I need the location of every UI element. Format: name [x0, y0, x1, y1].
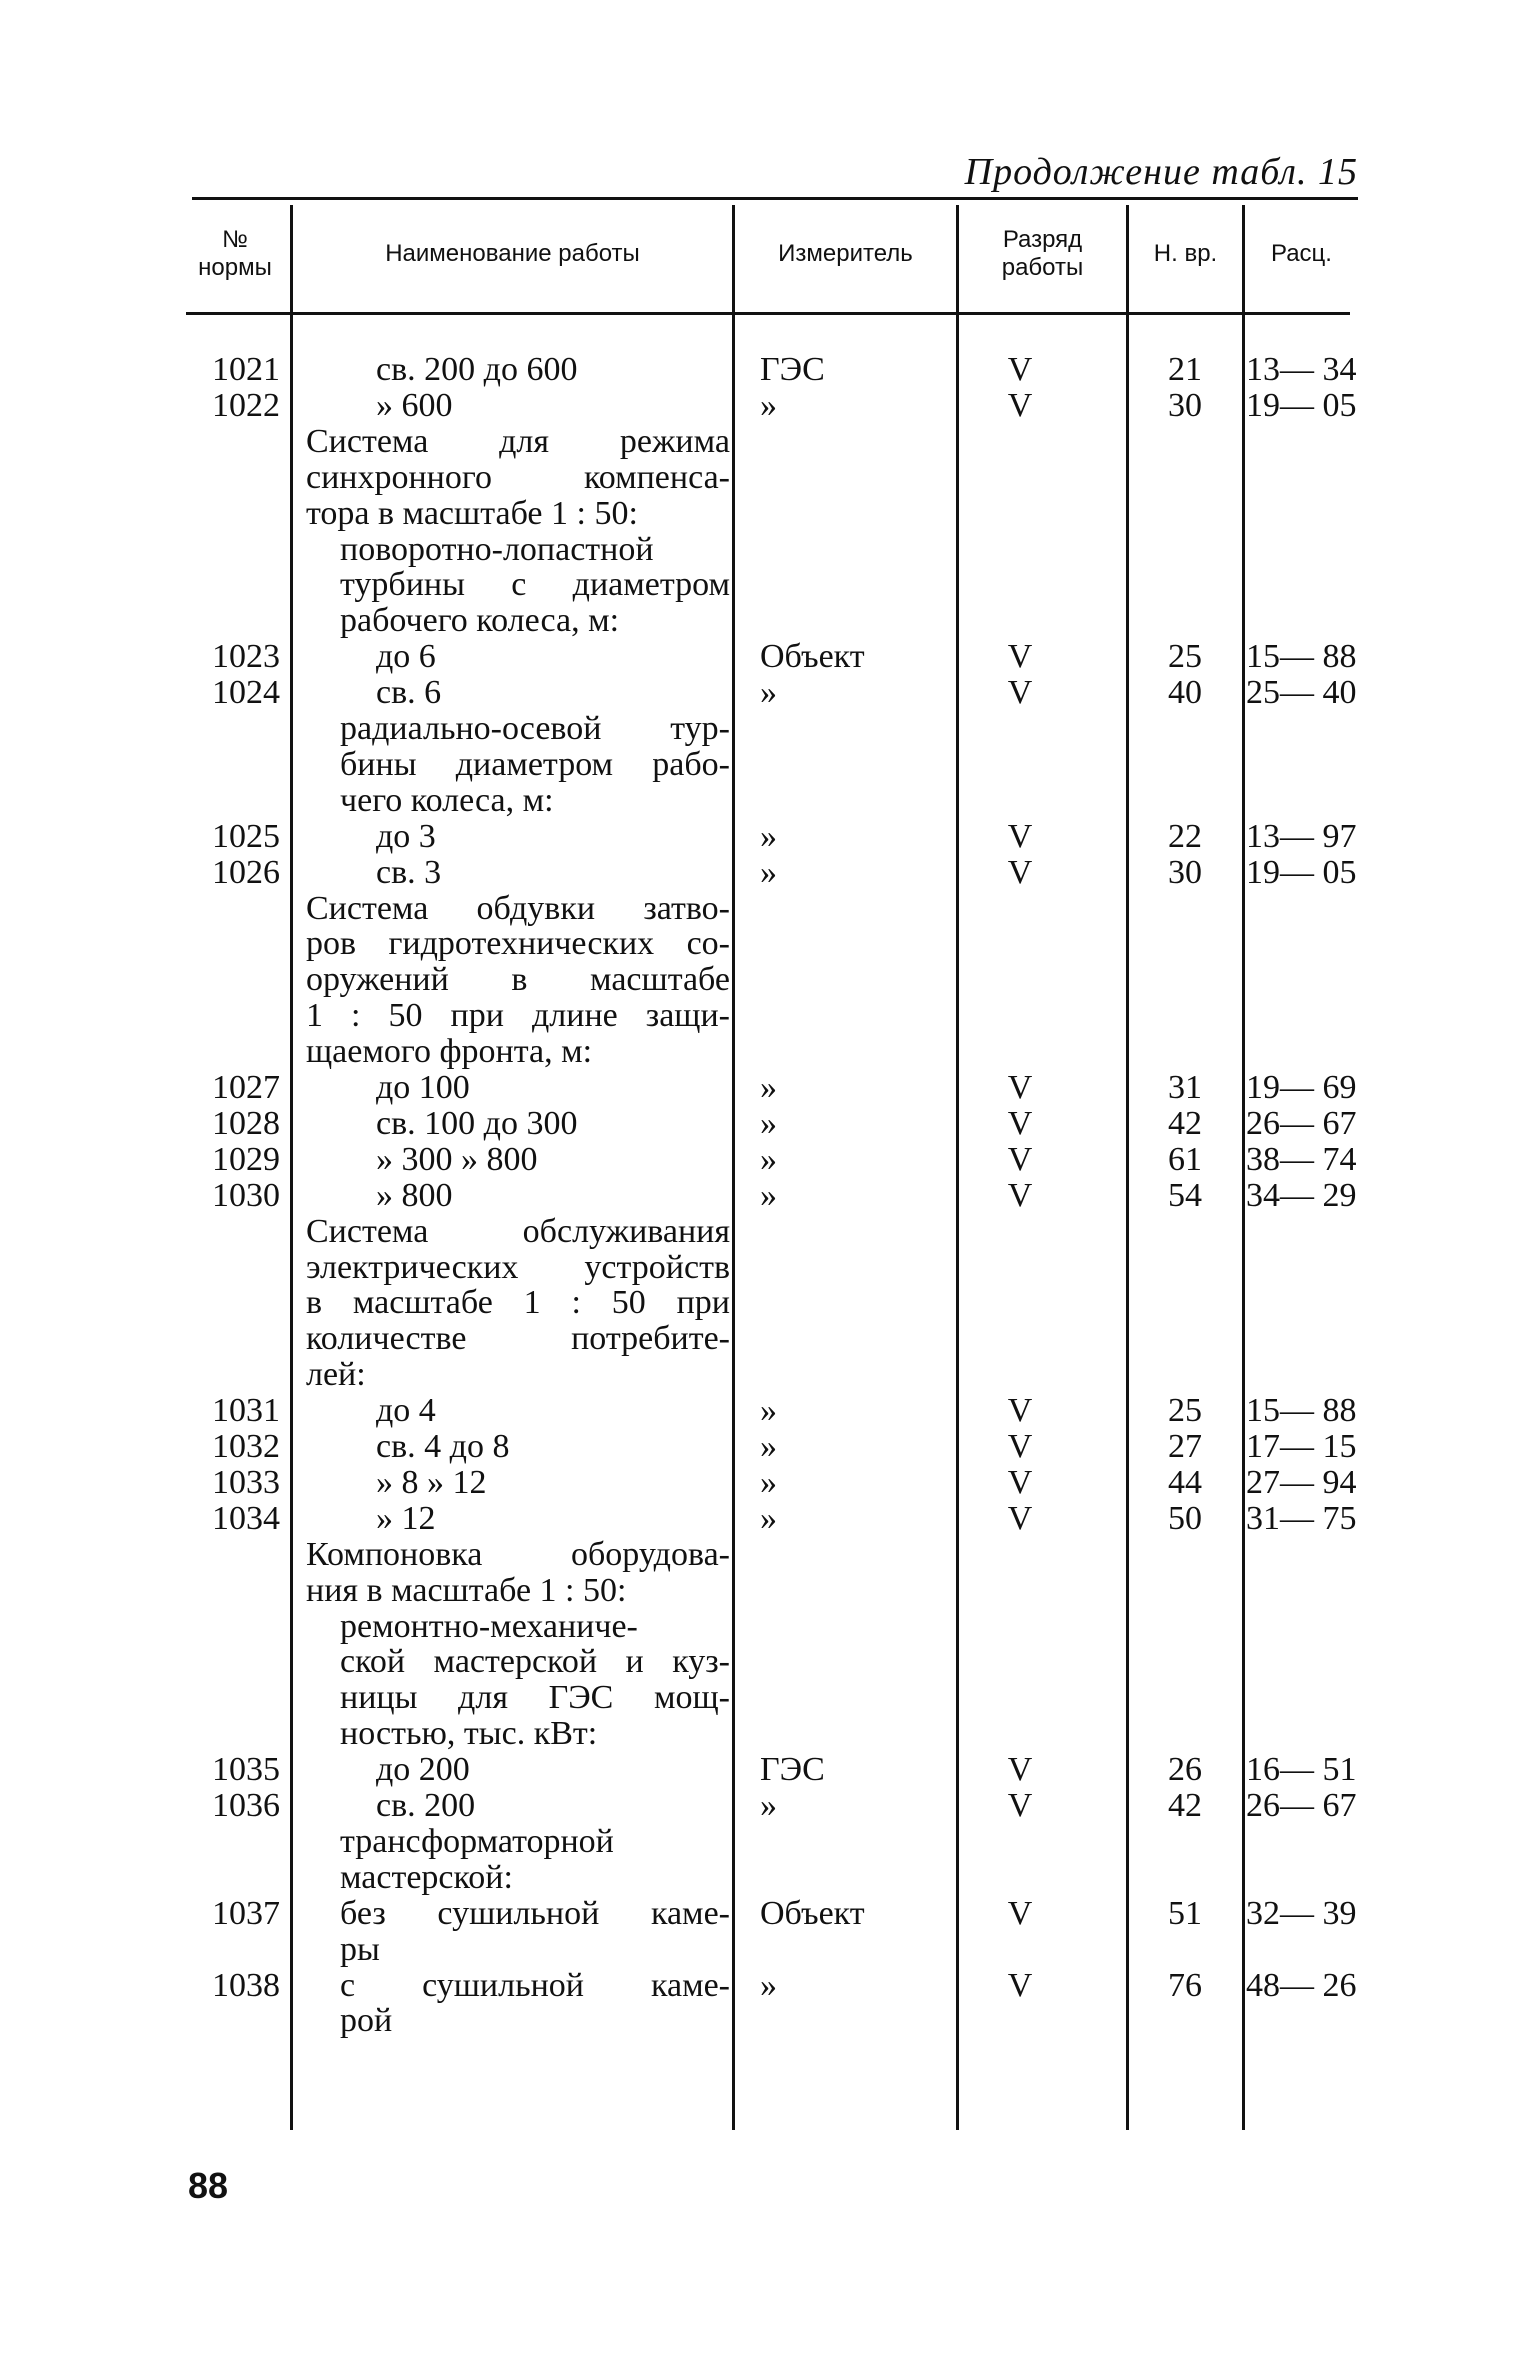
header-unit-label: Измеритель	[778, 240, 913, 267]
row-name: до 3	[376, 817, 436, 855]
row-price: 48— 26	[1246, 1966, 1357, 2004]
row-grade: V	[1007, 674, 1033, 712]
row-num: 1032	[212, 1428, 280, 1465]
row-num: 1021	[212, 351, 280, 388]
row-price: 13— 34	[1246, 351, 1357, 388]
row-grade: V	[1007, 1499, 1033, 1537]
row-time: 21	[1168, 351, 1202, 388]
row-name: ностью, тыс. кВт:	[340, 1715, 598, 1753]
row-name: ремонтно-механиче-	[340, 1607, 638, 1645]
row-time: 54	[1168, 1176, 1202, 1214]
table-row	[0, 1860, 1536, 1896]
page-number: 88	[188, 2165, 229, 2206]
row-time: 22	[1168, 817, 1202, 855]
row-name: » 600	[376, 386, 453, 424]
table-row	[0, 783, 1536, 819]
row-num: 1025	[212, 817, 280, 855]
row-name: радиально-осевой тур-	[340, 710, 730, 747]
row-time: 40	[1168, 674, 1202, 712]
row-num: 1038	[212, 1966, 280, 2004]
table-row	[0, 1752, 1536, 1788]
row-price: 15— 88	[1246, 638, 1357, 676]
row-time: 30	[1168, 386, 1202, 424]
header-unit	[735, 200, 956, 308]
table-row	[0, 567, 1536, 603]
table-caption: Продолжение табл. 15	[964, 151, 1358, 193]
row-unit: »	[760, 1392, 777, 1430]
row-name: в масштабе 1 : 50 при	[306, 1284, 730, 1322]
row-grade: V	[1007, 1787, 1033, 1824]
row-num: 1027	[212, 1069, 280, 1106]
table-row	[0, 532, 1536, 568]
row-num: 1024	[212, 674, 280, 712]
row-name: синхронного компенса-	[306, 458, 730, 496]
row-price: 17— 15	[1246, 1428, 1357, 1465]
row-price: 26— 67	[1246, 1787, 1357, 1824]
row-name: чего колеса, м:	[340, 781, 554, 819]
row-num: 1030	[212, 1176, 280, 1214]
row-num: 1034	[212, 1499, 280, 1537]
row-name: св. 6	[376, 674, 442, 712]
row-time: 51	[1168, 1894, 1202, 1932]
table-row	[0, 747, 1536, 783]
table-row	[0, 1178, 1536, 1214]
table-row	[0, 1573, 1536, 1609]
row-unit: »	[760, 1140, 777, 1178]
table-row	[0, 1896, 1536, 1932]
row-grade: V	[1007, 1176, 1033, 1214]
table-row	[0, 1321, 1536, 1357]
table-row	[0, 388, 1536, 424]
row-price: 19— 69	[1246, 1069, 1357, 1106]
row-name: » 8 » 12	[376, 1463, 487, 1501]
header-grade-line2: работы	[1001, 254, 1084, 281]
table-row	[0, 891, 1536, 927]
row-time: 30	[1168, 853, 1202, 891]
header-grade-line1: Разряд	[1002, 226, 1083, 253]
row-unit: »	[760, 1104, 777, 1142]
table-row	[0, 675, 1536, 711]
row-name: турбины с диаметром	[340, 566, 730, 604]
row-price: 38— 74	[1246, 1140, 1357, 1178]
row-name: до 6	[376, 638, 436, 676]
table-row	[0, 1429, 1536, 1465]
table-row	[0, 711, 1536, 747]
row-grade: V	[1007, 1966, 1033, 2004]
row-unit: Объект	[760, 638, 865, 676]
row-price: 25— 40	[1246, 674, 1357, 712]
row-price: 13— 97	[1246, 817, 1357, 855]
table-row	[0, 352, 1536, 388]
row-grade: V	[1007, 386, 1033, 424]
row-price: 15— 88	[1246, 1392, 1357, 1430]
header-time-label: Н. вр.	[1153, 240, 1218, 267]
row-grade: V	[1007, 817, 1033, 855]
table-row	[0, 603, 1536, 639]
row-name: ния в масштабе 1 : 50:	[306, 1571, 627, 1609]
table-row	[0, 496, 1536, 532]
table-row	[0, 1788, 1536, 1824]
row-name: рой	[340, 2002, 393, 2040]
row-price: 31— 75	[1246, 1499, 1357, 1537]
row-num: 1023	[212, 638, 280, 676]
row-time: 26	[1168, 1751, 1202, 1789]
row-price: 27— 94	[1246, 1463, 1357, 1501]
row-name: бины диаметром рабо-	[340, 745, 730, 783]
row-time: 25	[1168, 638, 1202, 676]
row-name: св. 200 до 600	[376, 351, 578, 388]
row-price: 19— 05	[1246, 853, 1357, 891]
table-row	[0, 1034, 1536, 1070]
header-time	[1129, 200, 1242, 308]
table-row	[0, 1680, 1536, 1716]
row-name: Компоновка оборудова-	[306, 1535, 730, 1573]
header-price-label: Расц.	[1271, 240, 1332, 267]
header-name	[293, 200, 732, 308]
row-time: 42	[1168, 1787, 1202, 1824]
table-row	[0, 1106, 1536, 1142]
table-row	[0, 1357, 1536, 1393]
row-grade: V	[1007, 638, 1033, 676]
row-name: тора в масштабе 1 : 50:	[306, 494, 638, 532]
row-name: ницы для ГЭС мощ-	[340, 1679, 730, 1717]
row-price: 26— 67	[1246, 1104, 1357, 1142]
row-time: 27	[1168, 1428, 1202, 1465]
row-time: 31	[1168, 1069, 1202, 1106]
table-row	[0, 819, 1536, 855]
row-unit: »	[760, 386, 777, 424]
table-row	[0, 1142, 1536, 1178]
row-name: поворотно-лопастной	[340, 530, 654, 568]
row-grade: V	[1007, 1751, 1033, 1789]
row-unit: »	[760, 1499, 777, 1537]
row-time: 44	[1168, 1463, 1202, 1501]
row-unit: ГЭС	[760, 1751, 825, 1789]
row-time: 42	[1168, 1104, 1202, 1142]
row-name: количестве потребите-	[306, 1320, 730, 1358]
table-row	[0, 1968, 1536, 2004]
table-row	[0, 2003, 1536, 2039]
row-unit: »	[760, 817, 777, 855]
table-row	[0, 1537, 1536, 1573]
row-grade: V	[1007, 1463, 1033, 1501]
row-grade: V	[1007, 351, 1033, 388]
row-name: ры	[340, 1930, 380, 1968]
row-name: св. 200	[376, 1787, 476, 1824]
table-row	[0, 1393, 1536, 1429]
row-time: 61	[1168, 1140, 1202, 1178]
row-name: до 100	[376, 1069, 470, 1106]
table-row	[0, 460, 1536, 496]
row-name: трансформаторной	[340, 1822, 614, 1860]
row-num: 1033	[212, 1463, 280, 1501]
row-name: ров гидротехнических со-	[306, 925, 730, 963]
row-unit: »	[760, 1428, 777, 1465]
row-name: Система для режима	[306, 422, 730, 460]
row-name: Система обслуживания	[306, 1212, 730, 1250]
row-name: св. 100 до 300	[376, 1104, 578, 1142]
table-row	[0, 1824, 1536, 1860]
row-name: » 12	[376, 1499, 436, 1537]
row-price: 32— 39	[1246, 1894, 1357, 1932]
row-grade: V	[1007, 1428, 1033, 1465]
row-name: 1 : 50 при длине защи-	[306, 997, 730, 1035]
row-name: лей:	[306, 1356, 366, 1394]
table-row	[0, 1465, 1536, 1501]
table-row	[0, 1644, 1536, 1680]
row-name: » 800	[376, 1176, 453, 1214]
row-name: щаемого фронта, м:	[306, 1033, 593, 1071]
row-name: электрических устройств	[306, 1248, 730, 1286]
table-row	[0, 639, 1536, 675]
row-num: 1037	[212, 1894, 280, 1932]
row-grade: V	[1007, 1392, 1033, 1430]
table-row	[0, 855, 1536, 891]
row-unit: Объект	[760, 1894, 865, 1932]
table-row	[0, 1070, 1536, 1106]
header-name-label: Наименование работы	[385, 240, 640, 267]
row-grade: V	[1007, 1069, 1033, 1106]
header-price	[1245, 200, 1358, 308]
row-grade: V	[1007, 1894, 1033, 1932]
row-unit: »	[760, 1463, 777, 1501]
row-grade: V	[1007, 853, 1033, 891]
row-name: оружений в масштабе	[306, 961, 730, 999]
row-name: без сушильной каме-	[340, 1894, 730, 1932]
row-name: св. 3	[376, 853, 442, 891]
row-unit: ГЭС	[760, 351, 825, 388]
table-row	[0, 1932, 1536, 1968]
table-row	[0, 998, 1536, 1034]
header-num	[180, 200, 290, 308]
header-num-line1: №	[222, 226, 248, 253]
row-num: 1022	[212, 386, 280, 424]
row-unit: »	[760, 674, 777, 712]
row-price: 19— 05	[1246, 386, 1357, 424]
row-name: до 4	[376, 1392, 436, 1430]
table-row	[0, 1285, 1536, 1321]
table-row	[0, 1214, 1536, 1250]
row-name: св. 4 до 8	[376, 1428, 510, 1465]
row-price: 34— 29	[1246, 1176, 1357, 1214]
row-unit: »	[760, 1787, 777, 1824]
row-num: 1036	[212, 1787, 280, 1824]
header-bottom-rule	[186, 312, 1350, 315]
row-name: » 300 » 800	[376, 1140, 538, 1178]
row-name: с сушильной каме-	[340, 1966, 730, 2004]
table-row	[0, 424, 1536, 460]
table-row	[0, 926, 1536, 962]
row-name: рабочего колеса, м:	[340, 602, 620, 640]
row-num: 1026	[212, 853, 280, 891]
row-unit: »	[760, 1176, 777, 1214]
table-row	[0, 1501, 1536, 1537]
row-time: 25	[1168, 1392, 1202, 1430]
header-grade	[959, 200, 1126, 308]
row-price: 16— 51	[1246, 1751, 1357, 1789]
header-num-line2: нормы	[198, 254, 272, 281]
row-unit: »	[760, 853, 777, 891]
row-num: 1029	[212, 1140, 280, 1178]
row-grade: V	[1007, 1104, 1033, 1142]
row-grade: V	[1007, 1140, 1033, 1178]
row-unit: »	[760, 1966, 777, 2004]
row-name: ской мастерской и куз-	[340, 1643, 730, 1681]
row-time: 50	[1168, 1499, 1202, 1537]
row-num: 1028	[212, 1104, 280, 1142]
table-row	[0, 1609, 1536, 1645]
row-name: мастерской:	[340, 1858, 513, 1896]
row-unit: »	[760, 1069, 777, 1106]
table-row	[0, 962, 1536, 998]
table-row	[0, 1250, 1536, 1286]
row-num: 1035	[212, 1751, 280, 1789]
table-row	[0, 1716, 1536, 1752]
row-name: Система обдувки затво-	[306, 889, 730, 927]
row-time: 76	[1168, 1966, 1202, 2004]
row-num: 1031	[212, 1392, 280, 1430]
row-name: до 200	[376, 1751, 470, 1789]
